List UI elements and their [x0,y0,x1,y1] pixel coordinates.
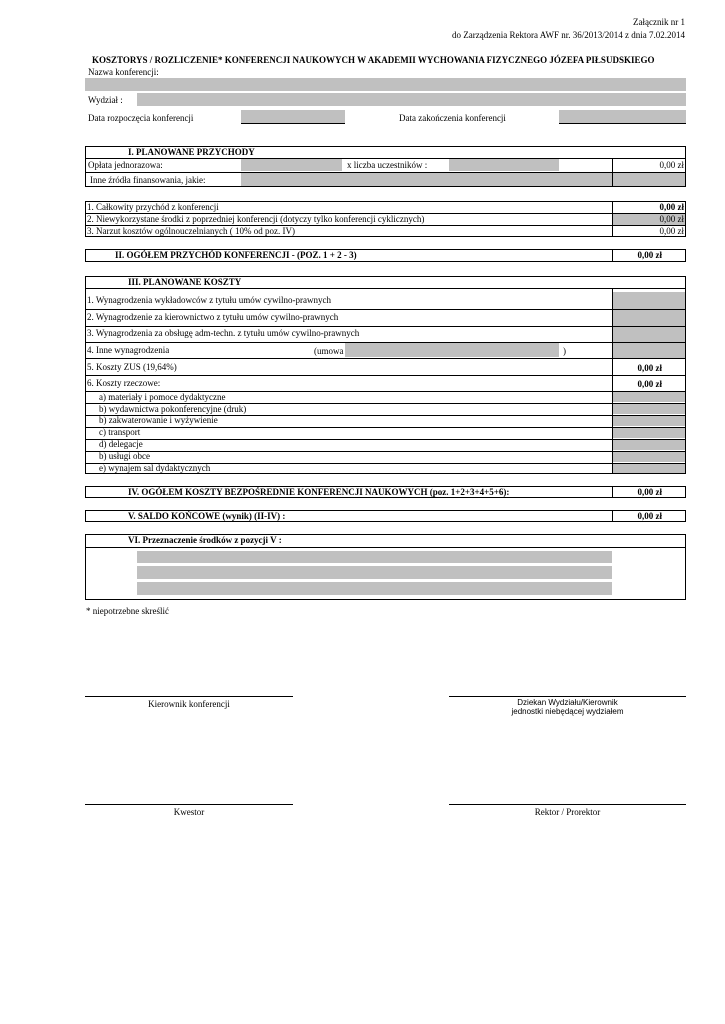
income-heading: I. PLANOWANE PRZYCHODY [128,147,255,157]
cost-value-other-remuneration[interactable] [613,343,685,358]
contract-field[interactable] [345,343,559,357]
contract-close: ) [563,346,566,356]
balance-label: V. SALDO KOŃCOWE (wynik) (II-IV) : [128,511,286,521]
start-date-field[interactable] [241,110,345,124]
costs-total-value: 0,00 zł [637,487,662,497]
material-item: b) wydawnictwa pokonferencyjne (druk) [99,404,247,414]
income-total-value: 0,00 zł [637,250,662,260]
material-item-value[interactable] [613,392,685,402]
signature-line-manager [85,696,293,697]
zus-value: 0,00 zł [637,363,662,373]
balance-value: 0,00 zł [637,511,662,521]
unused-funds-label: 2. Niewykorzystane środki z poprzedniej konferencji (dotyczy tylko konferencji cyklicznych) [87,214,425,224]
department-field[interactable] [137,93,686,106]
allocation-line-1[interactable] [137,551,612,563]
material-costs-value: 0,00 zł [637,379,662,389]
cost-item-other-remuneration: 4. Inne wynagrodzenia [87,345,170,355]
material-item: b) zakwaterowanie i wyżywienie [99,415,218,425]
costs-heading: III. PLANOWANE KOSZTY [128,277,242,287]
material-item: d) delegacje [99,439,143,449]
rector-signature-label: Rektor / Prorektor [534,807,601,817]
conference-name-field[interactable] [85,78,686,91]
income-total-label: II. OGÓŁEM PRZYCHÓD KONFERENCJI - (POZ. 1 + 2 - 3) [115,250,357,260]
total-income-label: 1. Całkowity przychód z konferencji [87,202,219,212]
signature-line-rector [449,804,686,805]
total-income-value: 0,00 zł [659,202,684,212]
material-costs-label: 6. Koszty rzeczowe: [87,378,161,388]
page-title: KOSZTORYS / ROZLICZENIE* KONFERENCJI NAUKOWYCH W AKADEMII WYCHOWANIA FIZYCZNEGO JÓZEFA PIŁSUDSKIEGO [92,55,655,65]
end-date-label: Data zakończenia konferencji [399,113,506,123]
cost-value-lecturers[interactable] [613,292,685,309]
material-item-value[interactable] [613,416,685,426]
dean-signature-label-1: Dziekan Wydziału/Kierownik [517,698,618,707]
conference-name-label: Nazwa konferencji: [88,67,159,77]
allocation-line-3[interactable] [137,582,612,595]
material-item-value[interactable] [613,404,685,414]
manager-signature-label: Kierownik konferencji [148,699,230,709]
end-date-field[interactable] [559,110,686,124]
cost-item-lecturers: 1. Wynagrodzenia wykładowców z tytułu umów cywilno-prawnych [87,295,331,305]
contract-label: (umowa [314,346,344,356]
cost-value-management[interactable] [613,310,685,326]
material-item-value[interactable] [613,428,685,438]
zus-label: 5. Koszty ZUS (19,64%) [87,362,177,372]
material-item: e) wynajem sal dydaktycznych [99,463,211,473]
allocation-line-2[interactable] [137,566,612,579]
attachment-number: Załącznik nr 1 [633,17,685,27]
other-sources-field[interactable] [241,173,612,186]
quaestor-signature-label: Kwestor [173,807,205,817]
overhead-label: 3. Narzut kosztów ogólnouczelnianych ( 10% od poz. IV) [87,226,295,236]
decree-reference: do Zarządzenia Rektora AWF nr. 36/2013/2014 z dnia 7.02.2014 [452,30,685,40]
signature-line-dean [449,696,686,697]
dean-signature-label-2: jednostki niebędącej wydziałem [511,707,624,716]
department-label: Wydział : [88,95,123,105]
signature-line-quaestor [85,804,293,805]
fee-field[interactable] [241,159,342,171]
material-item: c) transport [99,427,141,437]
cost-item-management: 2. Wynagrodzenie za kierownictwo z tytułu umów cywilno-prawnych [87,312,339,322]
material-item: b) usługi obce [99,451,150,461]
other-sources-label: Inne źródła finansowania, jakie: [90,175,206,185]
unused-funds-value: 0,00 zł [659,214,684,224]
footnote: * niepotrzebne skreślić [86,606,169,616]
material-item-value[interactable] [613,440,685,450]
cost-item-admin: 3. Wynagrodzenia za obsługę adm-techn. z tytułu umów cywilno-prawnych [87,328,360,338]
material-item-value[interactable] [613,452,685,462]
participants-field[interactable] [449,159,559,171]
participants-label: x liczba uczestników : [347,160,428,170]
start-date-label: Data rozpoczęcia konferencji [88,113,194,123]
allocation-heading: VI. Przeznaczenie środków z pozycji V : [128,535,282,545]
material-item: a) materiały i pomoce dydaktyczne [99,392,226,402]
fee-label: Opłata jednorazowa: [88,160,163,170]
costs-total-label: IV. OGÓŁEM KOSZTY BEZPOŚREDNIE KONFERENCJI NAUKOWYCH (poz. 1+2+3+4+5+6): [128,487,510,497]
fee-total-value: 0,00 zł [659,160,684,170]
overhead-value: 0,00 zł [659,226,684,236]
cost-value-admin[interactable] [613,327,685,342]
other-sources-value[interactable] [613,173,685,186]
material-item-value[interactable] [613,464,685,473]
